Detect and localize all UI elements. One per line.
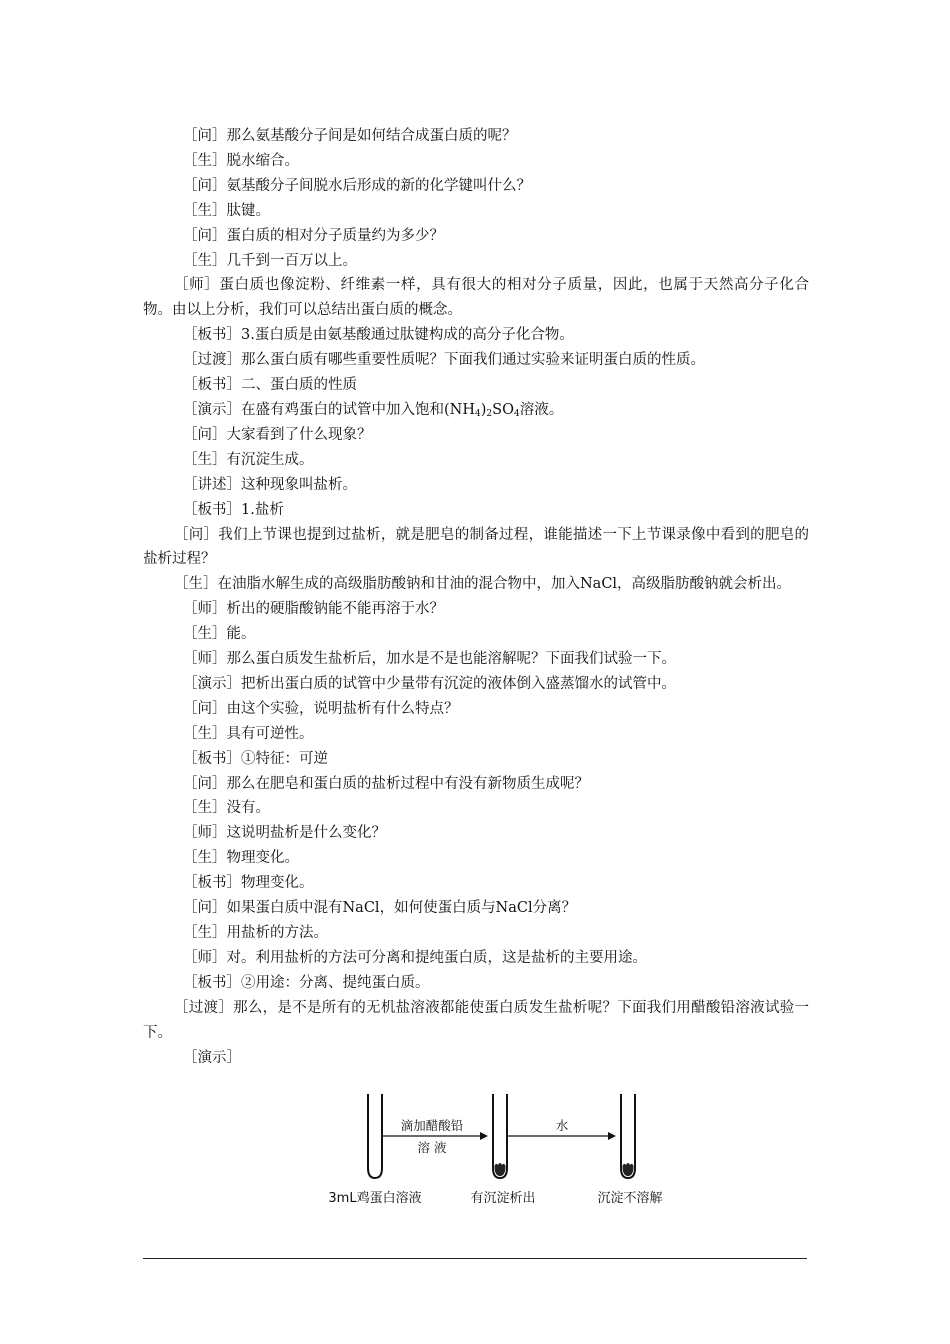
text-fragment: SO [492, 401, 514, 418]
text-line: ［师］析出的硬脂酸钠能不能再溶于水？ [183, 601, 444, 618]
subscript: 4 [475, 408, 481, 419]
text-body [143, 124, 809, 1070]
text-line: ［生］没有。 [183, 800, 270, 817]
text-fragment: 溶液。 [519, 401, 564, 418]
text-line: ［师］这说明盐析是什么变化？ [183, 825, 386, 842]
caption-tube-1: 3mL鸡蛋白溶液 [328, 1191, 422, 1206]
text-line: ［过渡］那么蛋白质有哪些重要性质呢？下面我们通过实验来证明蛋白质的性质。 [183, 352, 705, 369]
arrow-1 [383, 1132, 488, 1140]
text-line: ［生］用盐析的方法。 [183, 925, 328, 941]
arrow-1-label-top: 滴加醋酸铅 [400, 1118, 464, 1133]
text-line: ［问］我们上节课也提到过盐析，就是肥皂的制备过程，谁能描述一下上节课录像中看到的肥皂的盐析过程？ [143, 526, 809, 568]
text-line: ［板书］①特征：可逆 [183, 750, 328, 767]
text-fragment: ［演示］在盛有鸡蛋白的试管中加入饱和(NH [183, 401, 475, 418]
text-line: ［问］由这个实验，说明盐析有什么特点？ [183, 700, 459, 717]
text-line: ［师］蛋白质也像淀粉、纤维素一样，具有很大的相对分子质量，因此，也属于天然高分子化合物。由以上分析，我们可以总结出蛋白质的概念。 [143, 277, 809, 319]
text-line: ［生］脱水缩合。 [183, 152, 299, 169]
text-line: ［问］蛋白质的相对分子质量约为多少？ [183, 227, 444, 244]
test-tube-diagram [310, 1090, 690, 1215]
footer-rule [143, 1258, 807, 1259]
precipitate-2 [495, 1163, 506, 1176]
test-tube-1 [368, 1094, 382, 1178]
text-line: ［板书］3.蛋白质是由氨基酸通过肽键构成的高分子化合物。 [183, 327, 574, 344]
text-line: ［生］有沉淀生成。 [183, 451, 314, 468]
caption-tube-3: 沉淀不溶解 [597, 1191, 663, 1206]
text-line: ［问］那么在肥皂和蛋白质的盐析过程中有没有新物质生成呢？ [183, 775, 589, 792]
text-line: ［生］具有可逆性。 [183, 725, 314, 742]
text-line: ［演示］ [183, 1049, 241, 1066]
text-line: ［演示］把析出蛋白质的试管中少量带有沉淀的液体倒入盛蒸馏水的试管中。 [183, 675, 676, 692]
text-line: ［师］对。利用盐析的方法可分离和提纯蛋白质，这是盐析的主要用途。 [183, 949, 647, 966]
text-line: ［板书］物理变化。 [183, 875, 314, 892]
text-line: ［生］几千到一百万以上。 [183, 252, 357, 269]
test-tube-3 [621, 1094, 635, 1178]
subscript: 2 [486, 408, 493, 419]
text-line: ［生］在油脂水解生成的高级脂肪酸钠和甘油的混合物中，加入NaCl，高级脂肪酸钠就会析出。 [174, 576, 792, 593]
text-line: ［生］物理变化。 [183, 850, 299, 867]
arrow-2 [508, 1132, 616, 1140]
text-line: ［过渡］那么，是不是所有的无机盐溶液都能使蛋白质发生盐析呢？下面我们用醋酸铅溶液试验一下。 [143, 999, 809, 1041]
subscript: 4 [513, 408, 520, 419]
arrow-1-label-bottom: 溶 液 [417, 1140, 447, 1155]
text-line: ［板书］②用途：分离、提纯蛋白质。 [183, 974, 430, 991]
text-line: ［问］大家看到了什么现象？ [183, 426, 372, 443]
diagram-svg [310, 1090, 690, 1215]
arrow-2-label: 水 [555, 1118, 569, 1133]
text-line: ［问］那么氨基酸分子间是如何结合成蛋白质的呢？ [183, 128, 517, 144]
text-line: ［生］能。 [183, 626, 256, 643]
text-fragment: ) [480, 401, 487, 418]
text-line: ［板书］二、蛋白质的性质 [183, 377, 357, 394]
text-line: ［讲述］这种现象叫盐析。 [183, 476, 357, 493]
text-line: ［板书］1.盐析 [183, 501, 284, 518]
caption-tube-2: 有沉淀析出 [470, 1191, 536, 1206]
test-tube-2 [493, 1094, 507, 1178]
text-line: ［生］肽键。 [183, 202, 270, 219]
text-line: ［师］那么蛋白质发生盐析后，加水是不是也能溶解呢？下面我们试验一下。 [183, 651, 676, 668]
text-line [143, 398, 809, 423]
precipitate-3 [623, 1163, 634, 1176]
text-line: ［问］氨基酸分子间脱水后形成的新的化学键叫什么？ [183, 177, 531, 194]
text-line: ［问］如果蛋白质中混有NaCl，如何使蛋白质与NaCl分离？ [183, 900, 577, 917]
